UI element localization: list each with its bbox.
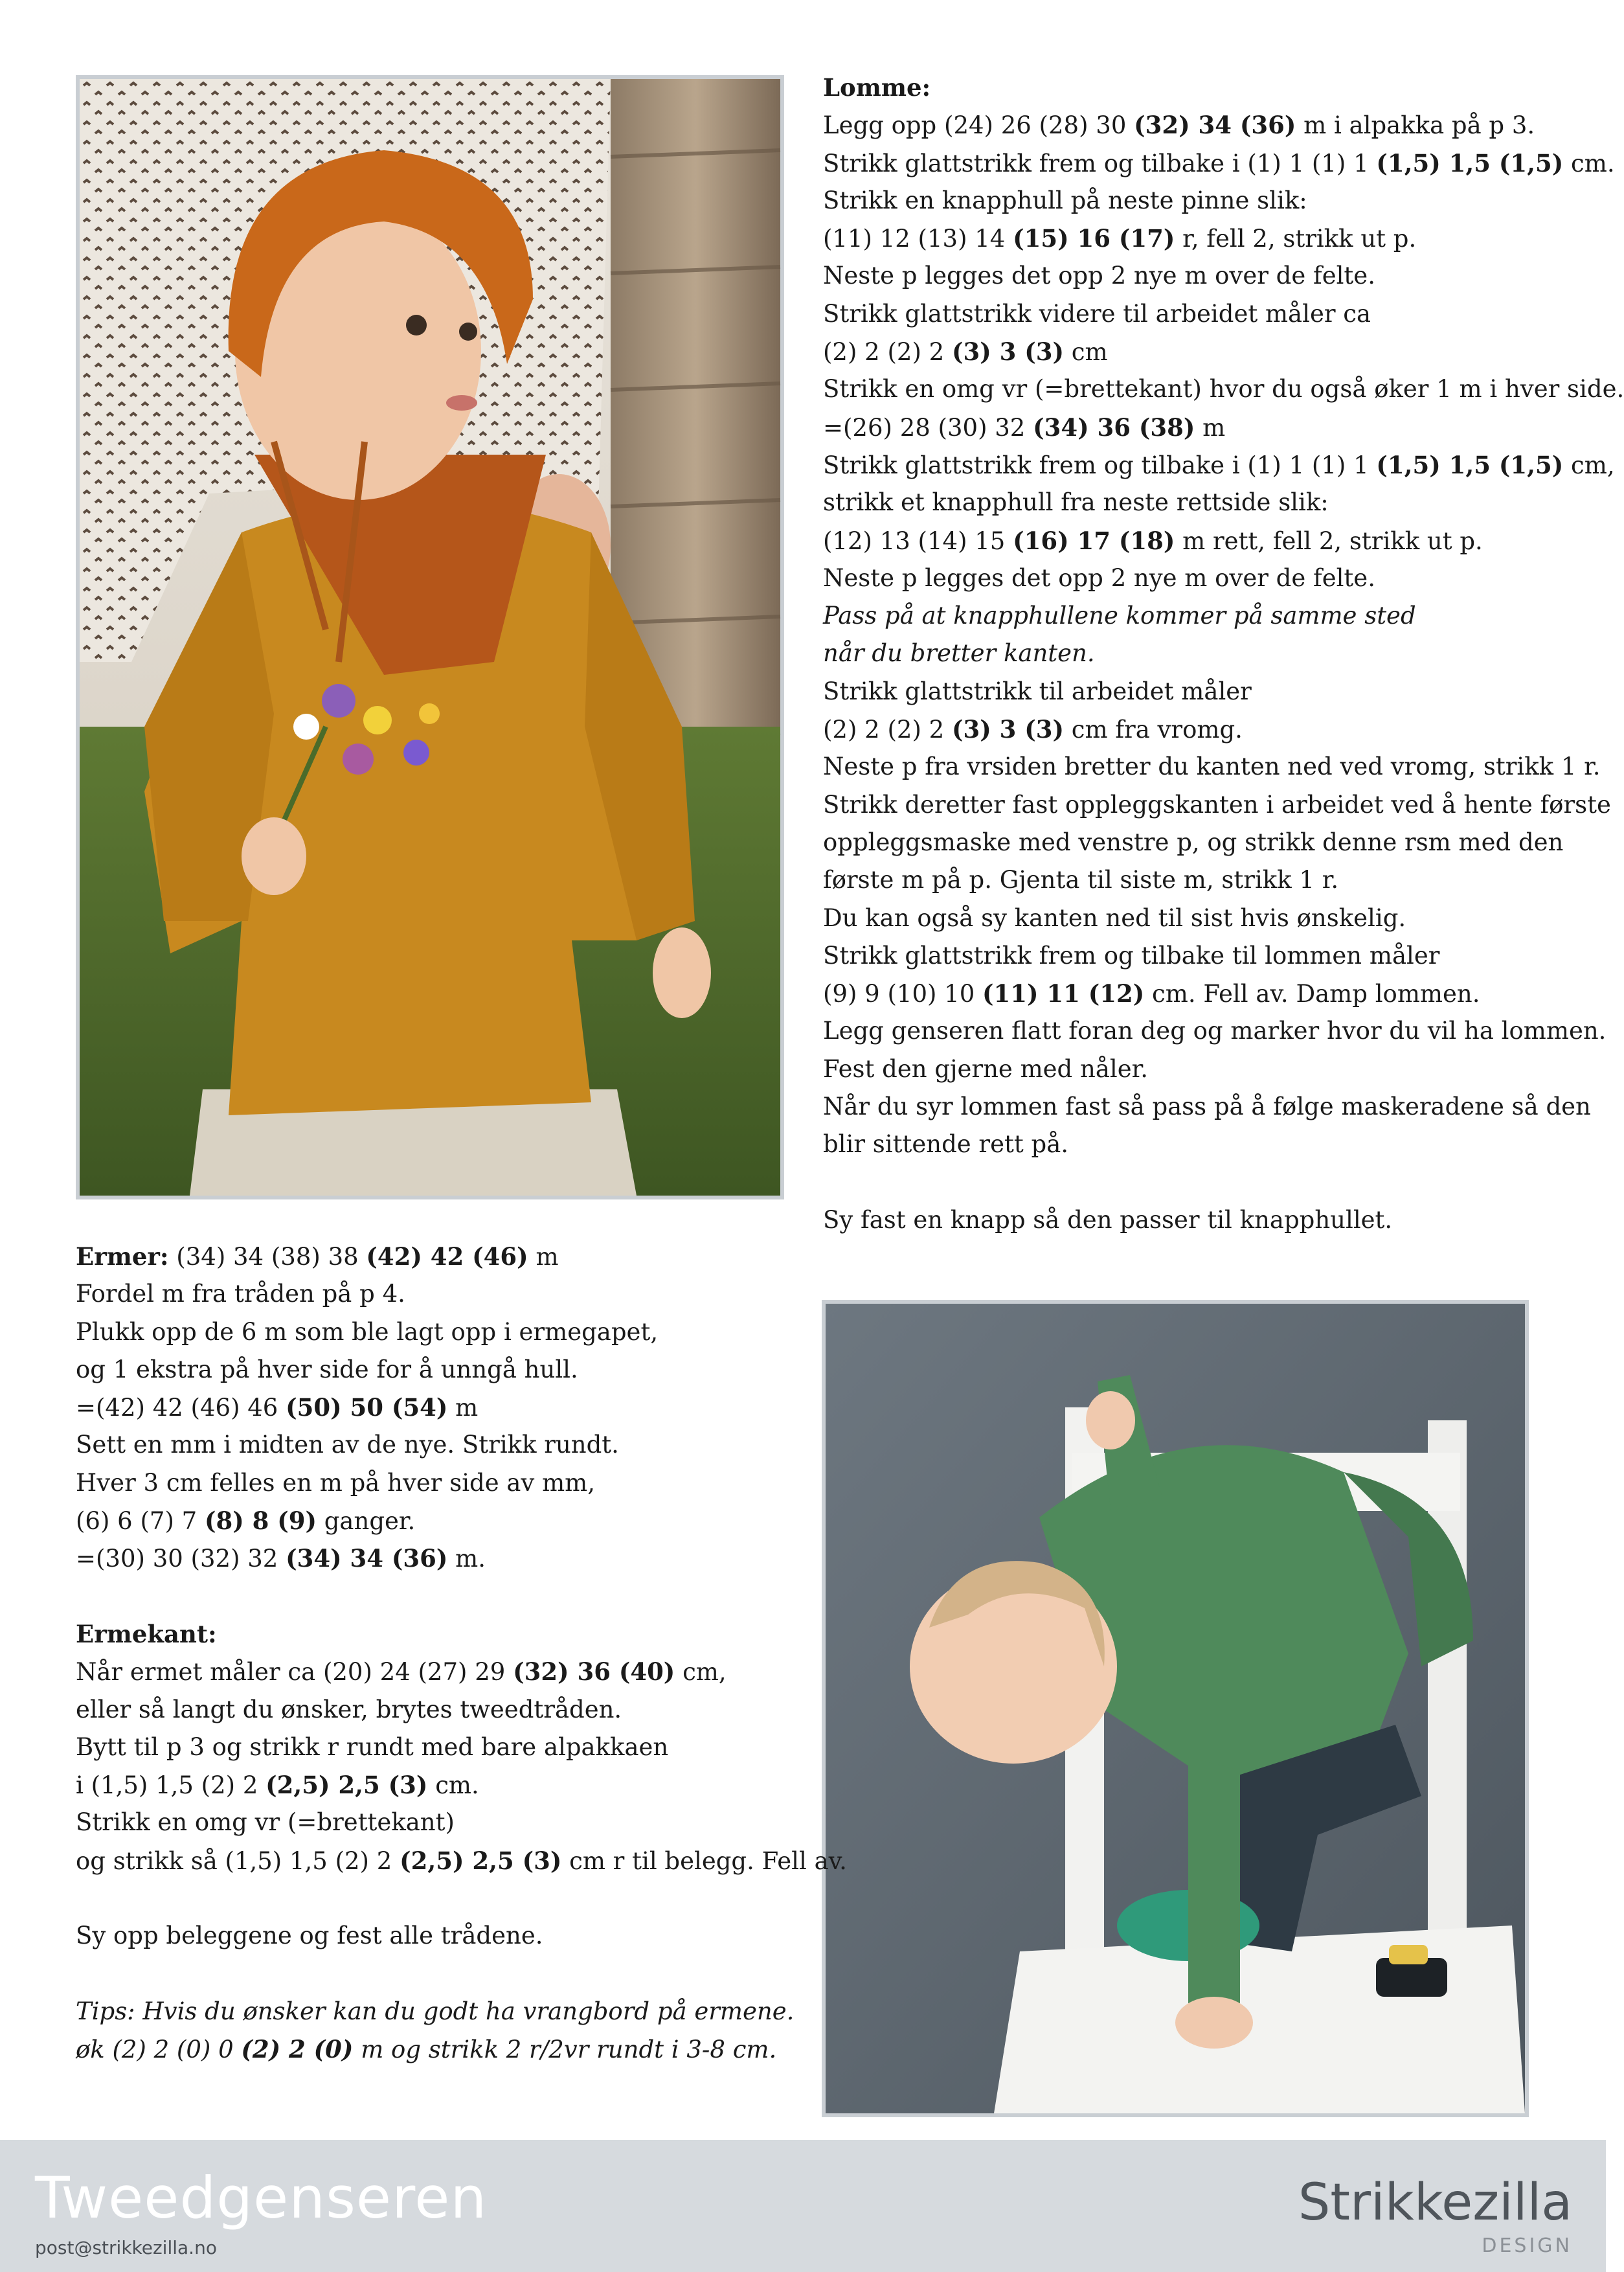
pattern-title: Tweedgenseren bbox=[35, 2164, 488, 2231]
text-run: Fest den gjerne med nåler. bbox=[823, 1054, 1148, 1083]
text-run: cm. bbox=[427, 1771, 479, 1800]
text-run: (15) 16 (17) bbox=[1013, 224, 1175, 253]
lomme-instructions bbox=[823, 106, 1624, 1239]
text-run: (50) 50 (54) bbox=[286, 1393, 448, 1422]
instruction-line bbox=[823, 597, 1548, 635]
text-run: blir sittende rett på. bbox=[823, 1130, 1069, 1159]
text-run: (32) 36 (40) bbox=[513, 1657, 675, 1687]
instruction-line bbox=[823, 484, 1548, 521]
instruction-line bbox=[823, 1201, 1548, 1239]
text-run: oppleggsmaske med venstre p, og strikk denne rsm med den bbox=[823, 828, 1564, 856]
text-run: (2,5) 2,5 (3) bbox=[265, 1771, 428, 1800]
instruction-line bbox=[76, 2030, 788, 2068]
instruction-line bbox=[76, 1729, 788, 1766]
instruction-line bbox=[76, 1804, 788, 1841]
text-run: cm, bbox=[1563, 451, 1615, 479]
text-run: cm fra vromg. bbox=[1063, 716, 1243, 744]
instruction-line bbox=[823, 1051, 1548, 1088]
text-run: Strikk deretter fast oppleggskanten i arbeidet ved å hente første bbox=[823, 790, 1611, 819]
instruction-line bbox=[823, 710, 1548, 748]
text-run: Neste p fra vrsiden bretter du kanten ned ved vromg, strikk 1 r. bbox=[823, 753, 1601, 781]
text-run: eller så langt du ønsker, brytes tweedtråden. bbox=[76, 1695, 622, 1723]
text-run: strikk et knapphull fra neste rettside slik: bbox=[823, 488, 1329, 517]
text-run: cm. Fell av. Damp lommen. bbox=[1144, 980, 1480, 1008]
instruction-line bbox=[76, 1917, 788, 1955]
text-run: (34) 34 (38) 38 bbox=[168, 1243, 367, 1271]
instruction-line bbox=[823, 824, 1564, 861]
text-run: (2) 2 (2) 2 bbox=[823, 338, 952, 367]
instruction-line bbox=[823, 1164, 1548, 1201]
text-run: Sy fast en knapp så den passer til knapphullet. bbox=[823, 1205, 1393, 1234]
text-run: Du kan også sy kanten ned til sist hvis ønskelig. bbox=[823, 903, 1406, 932]
text-run: Legg genseren flatt foran deg og marker hvor du vil ha lommen. bbox=[823, 1017, 1607, 1045]
photo-toddler-green-sweater bbox=[822, 1300, 1529, 2117]
text-run: (12) 13 (14) 15 bbox=[823, 527, 1013, 555]
instruction-line bbox=[76, 1426, 788, 1464]
text-run: (34) 36 (38) bbox=[1033, 413, 1195, 442]
instruction-line bbox=[823, 144, 1615, 182]
text-run: Tips: Hvis du ønsker kan du godt ha vrangbord på ermene. bbox=[76, 1997, 795, 2025]
instruction-line bbox=[76, 1766, 788, 1804]
text-run: Strikk en knapphull på neste pinne slik: bbox=[823, 186, 1307, 214]
instruction-line bbox=[823, 182, 1548, 220]
text-run: Sett en mm i midten av de nye. Strikk rundt. bbox=[76, 1431, 619, 1459]
text-run: Pass på at knapphullene kommer på samme sted bbox=[823, 602, 1416, 630]
instruction-line bbox=[823, 295, 1548, 333]
instruction-line bbox=[823, 409, 1548, 446]
text-run: (32) 34 (36) bbox=[1134, 111, 1296, 140]
instruction-line bbox=[76, 1993, 795, 2030]
instruction-line bbox=[76, 1615, 788, 1653]
text-run: og 1 ekstra på hver side for å unngå hull. bbox=[76, 1355, 578, 1383]
text-run: Når du syr lommen fast så pass på å følge maskeradene så den bbox=[823, 1093, 1591, 1121]
text-run: (3) 3 (3) bbox=[951, 715, 1064, 744]
text-run: (11) 12 (13) 14 bbox=[823, 225, 1013, 253]
text-run: =(42) 42 (46) 46 bbox=[76, 1394, 286, 1422]
instruction-line bbox=[823, 522, 1548, 560]
instruction-line bbox=[76, 1238, 788, 1275]
text-run: Fordel m fra tråden på p 4. bbox=[76, 1280, 405, 1308]
text-run: første m på p. Gjenta til siste m, strikk 1 r. bbox=[823, 866, 1339, 894]
text-run: Plukk opp de 6 m som ble lagt opp i ermegapet, bbox=[76, 1317, 659, 1346]
text-run: m bbox=[1195, 413, 1226, 442]
text-run: m i alpakka på p 3. bbox=[1296, 111, 1535, 140]
instruction-line bbox=[823, 1126, 1548, 1163]
text-run: (2) 2 (2) 2 bbox=[823, 716, 952, 744]
text-run: (3) 3 (3) bbox=[951, 337, 1064, 367]
instruction-line bbox=[823, 257, 1548, 295]
text-run: m. bbox=[447, 1545, 486, 1573]
instruction-line bbox=[76, 1578, 788, 1615]
text-run: (1,5) 1,5 (1,5) bbox=[1376, 450, 1564, 479]
instruction-line bbox=[76, 1351, 788, 1389]
instruction-line bbox=[76, 1880, 788, 1917]
text-run: Ermekant: bbox=[76, 1619, 217, 1648]
text-run: Strikk en omg vr (=brettekant) hvor du også øker 1 m i hver side. bbox=[823, 375, 1624, 403]
photo-toddler-mustard-sweater bbox=[76, 75, 784, 1199]
instruction-line bbox=[823, 446, 1615, 484]
instruction-line bbox=[823, 370, 1624, 408]
text-run: Strikk glattstrikk frem og tilbake til lommen måler bbox=[823, 941, 1440, 970]
instruction-line bbox=[76, 1275, 788, 1313]
text-run: ganger. bbox=[316, 1507, 416, 1536]
text-run: når du bretter kanten. bbox=[823, 639, 1095, 668]
instruction-line bbox=[76, 1539, 788, 1577]
text-run: m og strikk 2 r/2vr rundt i 3-8 cm. bbox=[353, 2036, 777, 2064]
contact-email[interactable]: post@strikkezilla.no bbox=[35, 2237, 217, 2258]
text-run: (2,5) 2,5 (3) bbox=[400, 1846, 562, 1875]
text-run: (42) 42 (46) bbox=[366, 1242, 528, 1271]
text-run: Strikk glattstrikk frem og tilbake i (1) 1 (1) 1 bbox=[823, 451, 1377, 479]
instruction-line bbox=[823, 560, 1548, 597]
instruction-line bbox=[76, 1691, 788, 1729]
text-run: m bbox=[528, 1243, 559, 1271]
text-run: Sy opp beleggene og fest alle trådene. bbox=[76, 1922, 543, 1950]
instruction-line bbox=[823, 900, 1548, 937]
text-run: Legg opp (24) 26 (28) 30 bbox=[823, 111, 1134, 140]
instruction-line bbox=[76, 1313, 788, 1351]
ermer-instructions bbox=[76, 1238, 847, 2069]
text-run: Strikk glattstrikk videre til arbeidet måler ca bbox=[823, 299, 1371, 328]
instruction-line bbox=[823, 106, 1548, 144]
text-run: (11) 11 (12) bbox=[982, 979, 1145, 1008]
instruction-line bbox=[823, 673, 1548, 710]
instruction-line bbox=[823, 748, 1601, 786]
instruction-line bbox=[823, 786, 1611, 824]
text-run: cm r til belegg. Fell av. bbox=[561, 1846, 847, 1875]
text-run: Strikk glattstrikk frem og tilbake i (1) 1 (1) 1 bbox=[823, 149, 1377, 177]
text-run: i (1,5) 1,5 (2) 2 bbox=[76, 1771, 266, 1800]
text-run: Hver 3 cm felles en m på hver side av mm, bbox=[76, 1468, 596, 1497]
instruction-line bbox=[76, 1842, 847, 1880]
text-run: Strikk glattstrikk til arbeidet måler bbox=[823, 677, 1252, 705]
brand-logo: Strikkezilla bbox=[1298, 2174, 1572, 2232]
ermer-section bbox=[76, 1238, 847, 2069]
text-run: cm, bbox=[675, 1658, 727, 1687]
brand-logo-subtitle: DESIGN bbox=[1482, 2234, 1572, 2257]
text-run: m bbox=[447, 1394, 479, 1422]
instruction-line bbox=[823, 861, 1548, 899]
lomme-section bbox=[823, 69, 1624, 1239]
instruction-line bbox=[76, 1955, 788, 1993]
instruction-line bbox=[76, 1502, 788, 1539]
text-run: r, fell 2, strikk ut p. bbox=[1175, 225, 1417, 253]
footer-bar bbox=[0, 2140, 1606, 2272]
text-run: Bytt til p 3 og strikk r rundt med bare alpakkaen bbox=[76, 1732, 669, 1761]
text-run: (9) 9 (10) 10 bbox=[823, 980, 983, 1008]
instruction-line bbox=[823, 937, 1548, 975]
text-run: (8) 8 (9) bbox=[204, 1506, 317, 1536]
instruction-line bbox=[823, 220, 1548, 257]
text-run: Neste p legges det opp 2 nye m over de felte. bbox=[823, 563, 1375, 592]
instruction-line bbox=[76, 1389, 788, 1426]
text-run: cm bbox=[1063, 338, 1108, 367]
lomme-heading: Lomme: bbox=[823, 73, 931, 102]
text-run: =(26) 28 (30) 32 bbox=[823, 413, 1033, 442]
instruction-line bbox=[823, 1012, 1607, 1050]
instruction-line bbox=[76, 1464, 788, 1502]
text-run: cm. bbox=[1563, 149, 1615, 177]
text-run: Neste p legges det opp 2 nye m over de felte. bbox=[823, 262, 1375, 290]
text-run: Ermer: bbox=[76, 1242, 169, 1271]
text-run: (16) 17 (18) bbox=[1013, 526, 1175, 555]
text-run: (6) 6 (7) 7 bbox=[76, 1507, 205, 1536]
text-run: (34) 34 (36) bbox=[286, 1544, 448, 1573]
text-run: Strikk en omg vr (=brettekant) bbox=[76, 1808, 455, 1837]
instruction-line bbox=[76, 1653, 788, 1690]
instruction-line bbox=[823, 333, 1548, 370]
text-run: m rett, fell 2, strikk ut p. bbox=[1175, 527, 1483, 555]
text-run: Når ermet måler ca (20) 24 (27) 29 bbox=[76, 1658, 513, 1687]
instruction-line bbox=[823, 975, 1548, 1012]
instruction-line bbox=[823, 1088, 1591, 1126]
instruction-line bbox=[823, 635, 1548, 672]
text-run: og strikk så (1,5) 1,5 (2) 2 bbox=[76, 1846, 400, 1875]
text-run: =(30) 30 (32) 32 bbox=[76, 1545, 286, 1573]
text-run: (2) 2 (0) bbox=[241, 2035, 354, 2064]
text-run: øk (2) 2 (0) 0 bbox=[76, 2036, 242, 2064]
text-run: (1,5) 1,5 (1,5) bbox=[1376, 148, 1564, 177]
